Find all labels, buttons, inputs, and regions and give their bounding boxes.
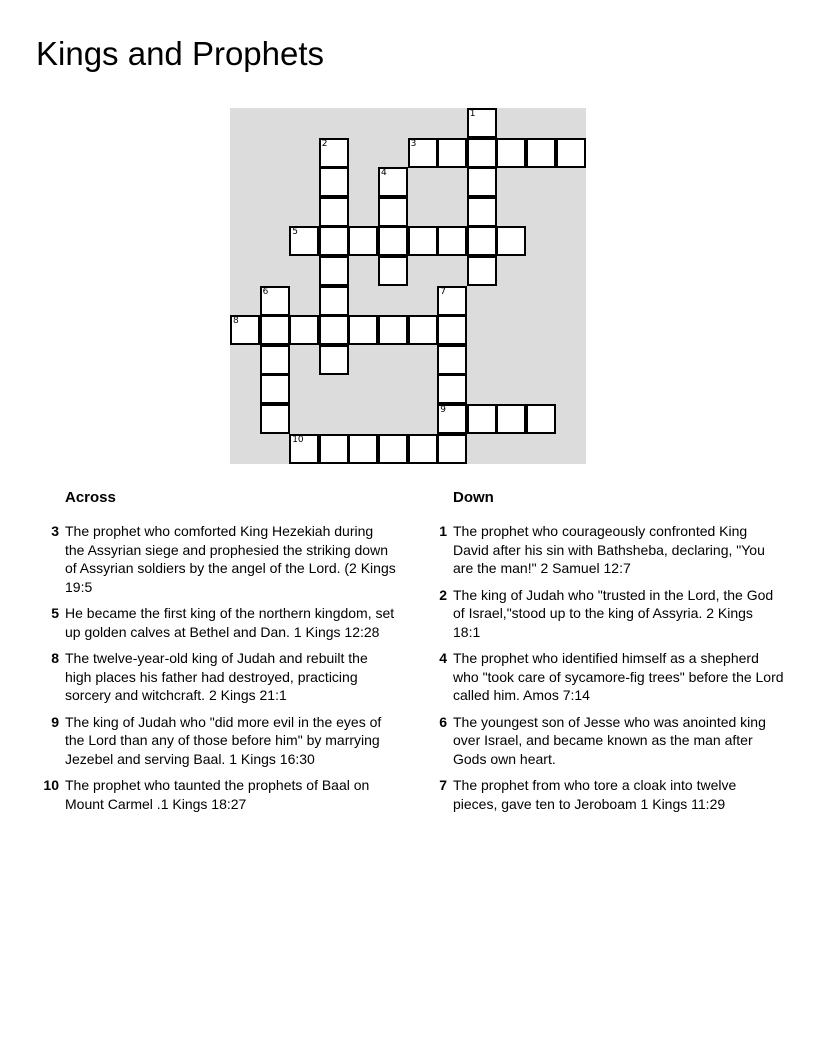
crossword-cell[interactable]: [378, 434, 408, 464]
crossword-cell[interactable]: [260, 315, 290, 345]
cell-number: 7: [440, 286, 446, 297]
across-clue: [40, 776, 396, 813]
clue-number: 5: [51, 605, 59, 621]
clue-text: The prophet who identified himself as a shepherd who "took care of sycamore-fig trees" before the Lord called him. Amos 7:14: [453, 650, 784, 703]
crossword-cell[interactable]: [319, 138, 349, 168]
clue-text: The king of Judah who "trusted in the Lord, the God of Israel,"stood up to the king of Assyria. 2 Kings 18:1: [453, 586, 774, 640]
crossword-cell[interactable]: [319, 226, 349, 256]
crossword-cell[interactable]: [378, 226, 408, 256]
crossword-cell[interactable]: [319, 197, 349, 227]
clue-text: The twelve-year-old king of Judah and rebuilt the high places his father had destroyed, practicing sorcery and witchcraft. 2 Kings 21:1: [65, 650, 368, 703]
crossword-grid: [230, 108, 586, 464]
across-clue: [40, 604, 396, 641]
crossword-cell[interactable]: [408, 434, 438, 464]
crossword-cell[interactable]: [408, 315, 438, 345]
crossword-cell[interactable]: [467, 404, 497, 434]
crossword-cell[interactable]: [260, 374, 290, 404]
crossword-cell[interactable]: [437, 226, 467, 256]
clue-number: 1: [439, 523, 447, 539]
clue-number: 9: [51, 713, 59, 730]
crossword-cell[interactable]: [378, 167, 408, 197]
down-clue: [428, 586, 784, 642]
crossword-cell[interactable]: [556, 138, 586, 168]
crossword-cell[interactable]: [348, 315, 378, 345]
crossword-cell[interactable]: [437, 345, 467, 375]
crossword-cell[interactable]: [319, 345, 349, 375]
clue-number: 4: [439, 650, 447, 666]
crossword-cell[interactable]: [437, 315, 467, 345]
across-clue: [40, 713, 396, 769]
cell-number: 8: [233, 316, 239, 327]
across-heading: Across: [65, 489, 116, 506]
across-clues: [40, 486, 396, 821]
clue-text: The prophet who taunted the prophets of Baal on Mount Carmel .1 Kings 18:27: [65, 777, 370, 812]
crossword-cell[interactable]: [467, 197, 497, 227]
cell-number: 9: [440, 405, 446, 415]
crossword-cell[interactable]: [378, 256, 408, 286]
crossword-cell[interactable]: [437, 374, 467, 404]
crossword-cell[interactable]: [408, 138, 438, 168]
crossword-cell[interactable]: [496, 404, 526, 434]
cell-number: 1: [469, 109, 476, 119]
crossword-cell[interactable]: [408, 226, 438, 256]
crossword-cell[interactable]: [378, 315, 408, 345]
clue-text: The king of Judah who "did more evil in the eyes of the Lord than any of those before him" by marrying Jezebel and serving Baal. 1 Kings 16:30: [65, 713, 382, 767]
crossword-cell[interactable]: [378, 197, 408, 227]
crossword-cell[interactable]: [319, 167, 349, 197]
down-clue: [428, 522, 784, 578]
crossword-cell[interactable]: [496, 138, 526, 168]
clue-number: 3: [51, 523, 59, 539]
clue-text: The youngest son of Jesse who was anointed king over Israel, and became known as the man after Gods own heart.: [453, 713, 766, 767]
crossword-cell[interactable]: [526, 138, 556, 168]
cell-number: 3: [410, 138, 417, 149]
down-heading: Down: [453, 489, 494, 506]
clue-text: The prophet from who tore a cloak into twelve pieces, gave ten to Jeroboam 1 Kings 11:29: [453, 777, 737, 812]
cell-number: 10: [292, 434, 304, 445]
cell-number: 2: [321, 138, 328, 149]
crossword-cell[interactable]: [260, 404, 290, 434]
across-clue: [40, 522, 396, 596]
crossword-cell[interactable]: [348, 226, 378, 256]
cell-number: 4: [381, 168, 387, 179]
clue-number: 2: [439, 586, 447, 603]
across-clue: [40, 649, 396, 705]
crossword-cell[interactable]: [467, 256, 497, 286]
clue-text: He became the first king of the northern kingdom, set up golden calves at Bethel and Dan. 1 Kings 12:28: [65, 605, 395, 640]
crossword-cell[interactable]: [467, 167, 497, 197]
down-clue: [428, 776, 784, 813]
clue-text: The prophet who comforted King Hezekiah during the Assyrian siege and prophesied the striking down of Assyrian soldiers by the angel of the Lord. (2 Kings 19:5: [65, 523, 396, 595]
clue-number: 8: [51, 650, 59, 666]
clue-text: The prophet who courageously confronted King David after his sin with Bathsheba, declaring, "You are the man!" 2 Samuel 12:7: [453, 523, 765, 576]
crossword-cell[interactable]: [289, 226, 319, 256]
crossword-cell[interactable]: [230, 315, 260, 345]
crossword-cell[interactable]: [437, 286, 467, 316]
crossword-cell[interactable]: [260, 345, 290, 375]
crossword-cell[interactable]: [467, 108, 497, 138]
crossword-cell[interactable]: [319, 256, 349, 286]
down-clue: [428, 713, 784, 769]
crossword-cell[interactable]: [437, 404, 467, 434]
crossword-cell[interactable]: [467, 138, 497, 168]
down-clue: [428, 649, 784, 705]
clue-number: 10: [43, 777, 59, 793]
cell-number: 6: [262, 286, 269, 297]
crossword-cell[interactable]: [496, 226, 526, 256]
clue-number: 6: [439, 713, 447, 730]
crossword-cell[interactable]: [526, 404, 556, 434]
crossword-cell[interactable]: [289, 315, 319, 345]
down-clues: [428, 486, 784, 821]
clue-number: 7: [439, 777, 447, 793]
crossword-cell[interactable]: [260, 286, 290, 316]
crossword-cell[interactable]: [437, 434, 467, 464]
page-title: Kings and Prophets: [36, 35, 325, 72]
crossword-cell[interactable]: [319, 286, 349, 316]
crossword-cell[interactable]: [319, 315, 349, 345]
crossword-cell[interactable]: [289, 434, 319, 464]
crossword-cell[interactable]: [437, 138, 467, 168]
crossword-cell[interactable]: [348, 434, 378, 464]
cell-number: 5: [292, 227, 298, 238]
crossword-cell[interactable]: [319, 434, 349, 464]
crossword-cell[interactable]: [467, 226, 497, 256]
